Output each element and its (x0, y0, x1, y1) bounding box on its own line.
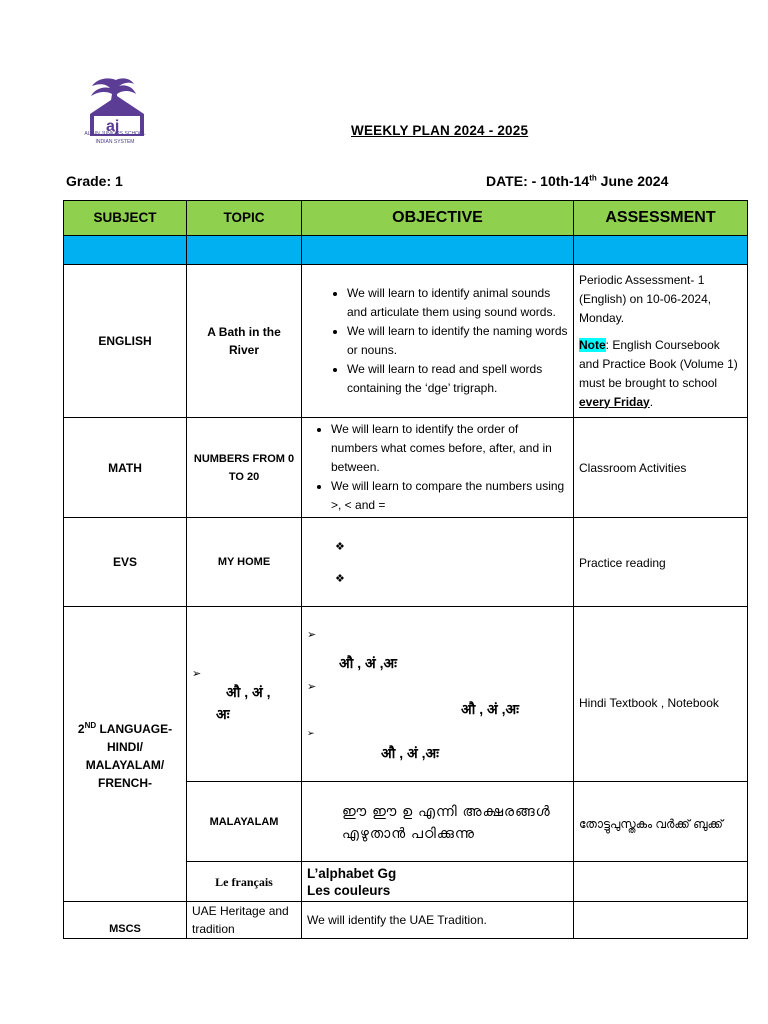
arrow-bullet-icon: ➢ (192, 668, 202, 680)
topic-hindi: ➢ औ , अं , अः (187, 607, 302, 782)
objective-mscs: We will identify the UAE Tradition. (302, 902, 574, 939)
list-item: • We will learn to read and spell words containing the ‘dge’ trigraph. (347, 360, 568, 398)
assessment-hindi: Hindi Textbook , Notebook (574, 607, 748, 782)
list-item: • We will learn to identify animal sounds and articulate them using sound words. (347, 284, 568, 322)
note-label: Note (579, 337, 606, 352)
arrow-bullet-icon: ➢ (307, 681, 317, 693)
row-mscs (64, 902, 748, 939)
objective-hindi: ➢ औ , अं ,अः ➢ औ , अं ,अः ➢ औ , अं ,अः (302, 607, 574, 782)
header-subject: SUBJECT (64, 201, 187, 236)
row-evs (64, 518, 748, 607)
blue-divider-row (64, 236, 748, 265)
subject-mscs: MSCS (64, 902, 187, 939)
header-topic: TOPIC (187, 201, 302, 236)
objective-malayalam: ഈ ഈ ഉ എന്നി അക്ഷരങ്ങൾ എഴുതാൻ പഠിക്കുന്നു (302, 782, 574, 862)
row-english (64, 265, 748, 418)
date-label: DATE: - 10th-14th June 2024 (486, 173, 669, 189)
grade-label: Grade: 1 (66, 173, 123, 189)
row-math (64, 418, 748, 518)
assessment-math: Classroom Activities (574, 418, 748, 518)
topic-french: Le français (187, 862, 302, 902)
arrow-bullet-icon: ➢ (307, 629, 317, 641)
topic-english: A Bath in the River (187, 265, 302, 418)
objective-evs (302, 518, 574, 607)
list-item: • We will learn to identify the naming words or nouns. (347, 322, 568, 360)
subject-evs: EVS (64, 518, 187, 607)
subject-second-language: 2ND LANGUAGE- HINDI/ MALAYALAM/ FRENCH- (64, 607, 187, 902)
header-objective: OBJECTIVE (302, 201, 574, 236)
topic-malayalam: MALAYALAM (187, 782, 302, 862)
list-item: • We will learn to identify the order of numbers what comes before, after, and in between. (331, 420, 568, 477)
arrow-bullet-icon: ➢ (307, 728, 315, 738)
objective-french: L’alphabet Gg Les couleurs (302, 862, 574, 902)
assessment-french (574, 862, 748, 902)
page-title: WEEKLY PLAN 2024 - 2025 (351, 123, 529, 138)
topic-mscs: UAE Heritage and tradition (187, 902, 302, 939)
diamond-bullet-icon: ❖ (335, 541, 345, 553)
topic-evs: MY HOME (187, 518, 302, 607)
list-item: • We will learn to compare the numbers using >, < and = (331, 477, 568, 515)
assessment-english: Periodic Assessment- 1 (English) on 10-06-2024, Monday. Note: English Coursebook and Practice Book (Volume 1) must be brought to school every Friday. (574, 265, 748, 418)
svg-text:aj: aj (106, 118, 120, 135)
topic-math: NUMBERS FROM 0 TO 20 (187, 418, 302, 518)
objective-english (302, 265, 574, 418)
header-row (64, 201, 748, 236)
assessment-mscs (574, 902, 748, 939)
assessment-evs: Practice reading (574, 518, 748, 607)
weekly-plan-table (63, 200, 748, 939)
row-hindi (64, 607, 748, 782)
objective-math (302, 418, 574, 518)
diamond-bullet-icon: ❖ (335, 573, 345, 585)
subject-math: MATH (64, 418, 187, 518)
subject-english: ENGLISH (64, 265, 187, 418)
assessment-malayalam: തോട്ടുപുസ്തകം വർക്ക് ബുക്ക് (574, 782, 748, 862)
school-name: AL AIN JUNIORS SCHOOL INDIAN SYSTEM (84, 131, 146, 145)
header-assessment: ASSESSMENT (574, 201, 748, 236)
